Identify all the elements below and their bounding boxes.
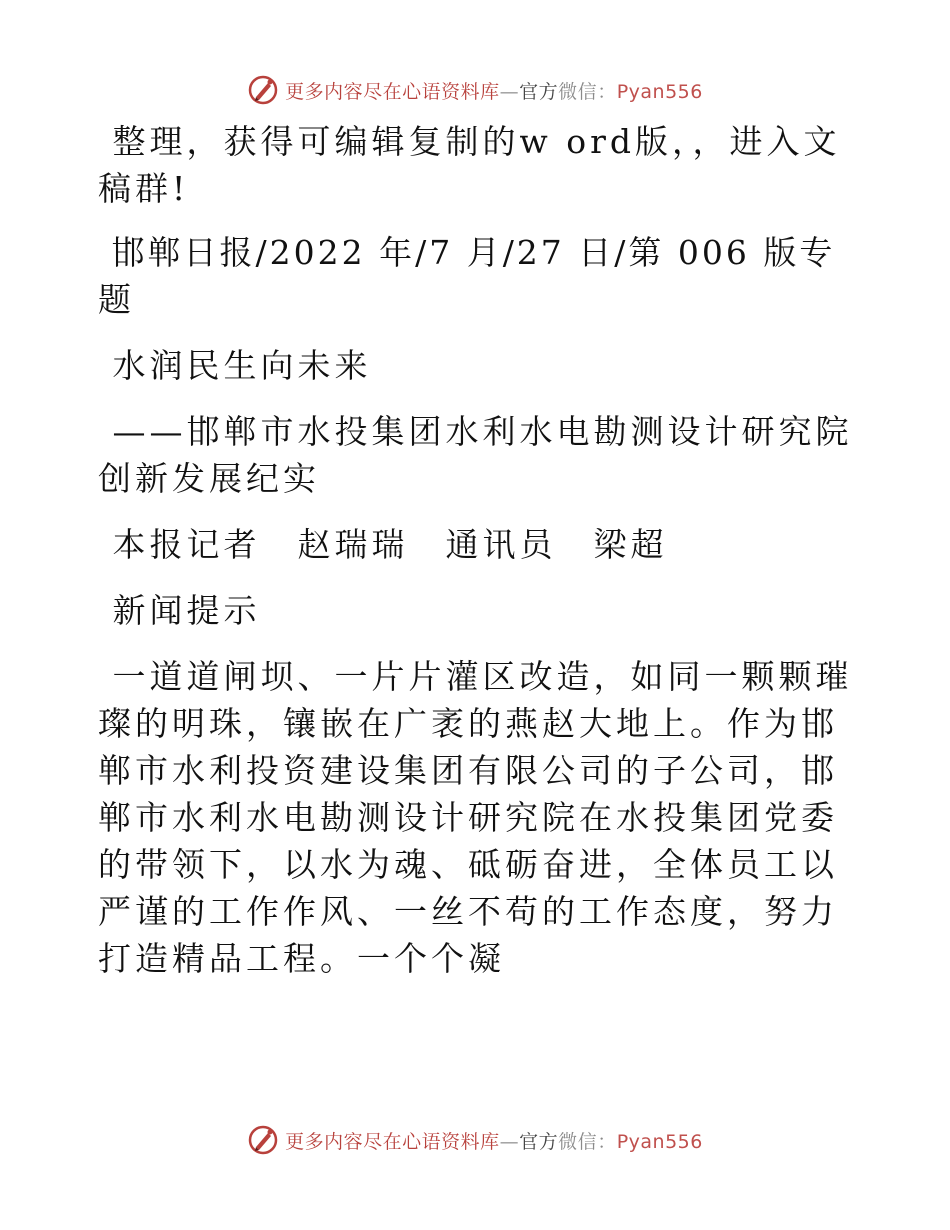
banner-text (285, 77, 703, 104)
body-paragraph: 一道道闸坝、一片片灌区改造，如同一颗颗璀璨的明珠，镶嵌在广袤的燕赵大地上。作为邯郸市水利投资建设集团有限公司的子公司，邯郸市水利水电勘测设计研究院在水投集团党委的带领下，以水为魂、砥砺奋进，全体员工以严谨的工作作风、一丝不苟的工作态度，努力打造精品工程。一个个凝 (98, 657, 853, 978)
banner-wechat-label: 微信 (558, 80, 598, 103)
banner-wechat-label: 微信 (558, 1130, 598, 1153)
banner-colon: ： (597, 1130, 617, 1153)
banner-text (285, 1127, 703, 1154)
banner-separator: — (499, 1130, 520, 1153)
article-subtitle: ——邯郸市水投集团水利水电勘测设计研究院创新发展纪实 (98, 412, 853, 498)
source-line: 邯郸日报/2022 年/7 月/27 日/第 006 版专题 (98, 233, 836, 319)
banner-official-label: 官方 (519, 1130, 559, 1153)
banner-wechat-id: Pyan556 (616, 1130, 703, 1153)
pen-logo-icon (247, 74, 279, 106)
header-banner (0, 70, 950, 110)
banner-site-name: 更多内容尽在心语资料库 (285, 80, 500, 103)
document-body (98, 118, 858, 1001)
intro-paragraph: 整理，获得可编辑复制的w ord版，，进入文稿群! (98, 122, 841, 208)
banner-colon: ： (597, 80, 617, 103)
footer-banner (0, 1120, 950, 1160)
banner-site-name: 更多内容尽在心语资料库 (285, 1130, 500, 1153)
article-title: 水润民生向未来 (98, 346, 372, 385)
pen-logo-icon (247, 1124, 279, 1156)
banner-official-label: 官方 (519, 80, 559, 103)
banner-separator: — (499, 80, 520, 103)
section-heading: 新闻提示 (98, 591, 261, 630)
banner-wechat-id: Pyan556 (616, 80, 703, 103)
byline: 本报记者 赵瑞瑞 通讯员 梁超 (98, 525, 668, 564)
